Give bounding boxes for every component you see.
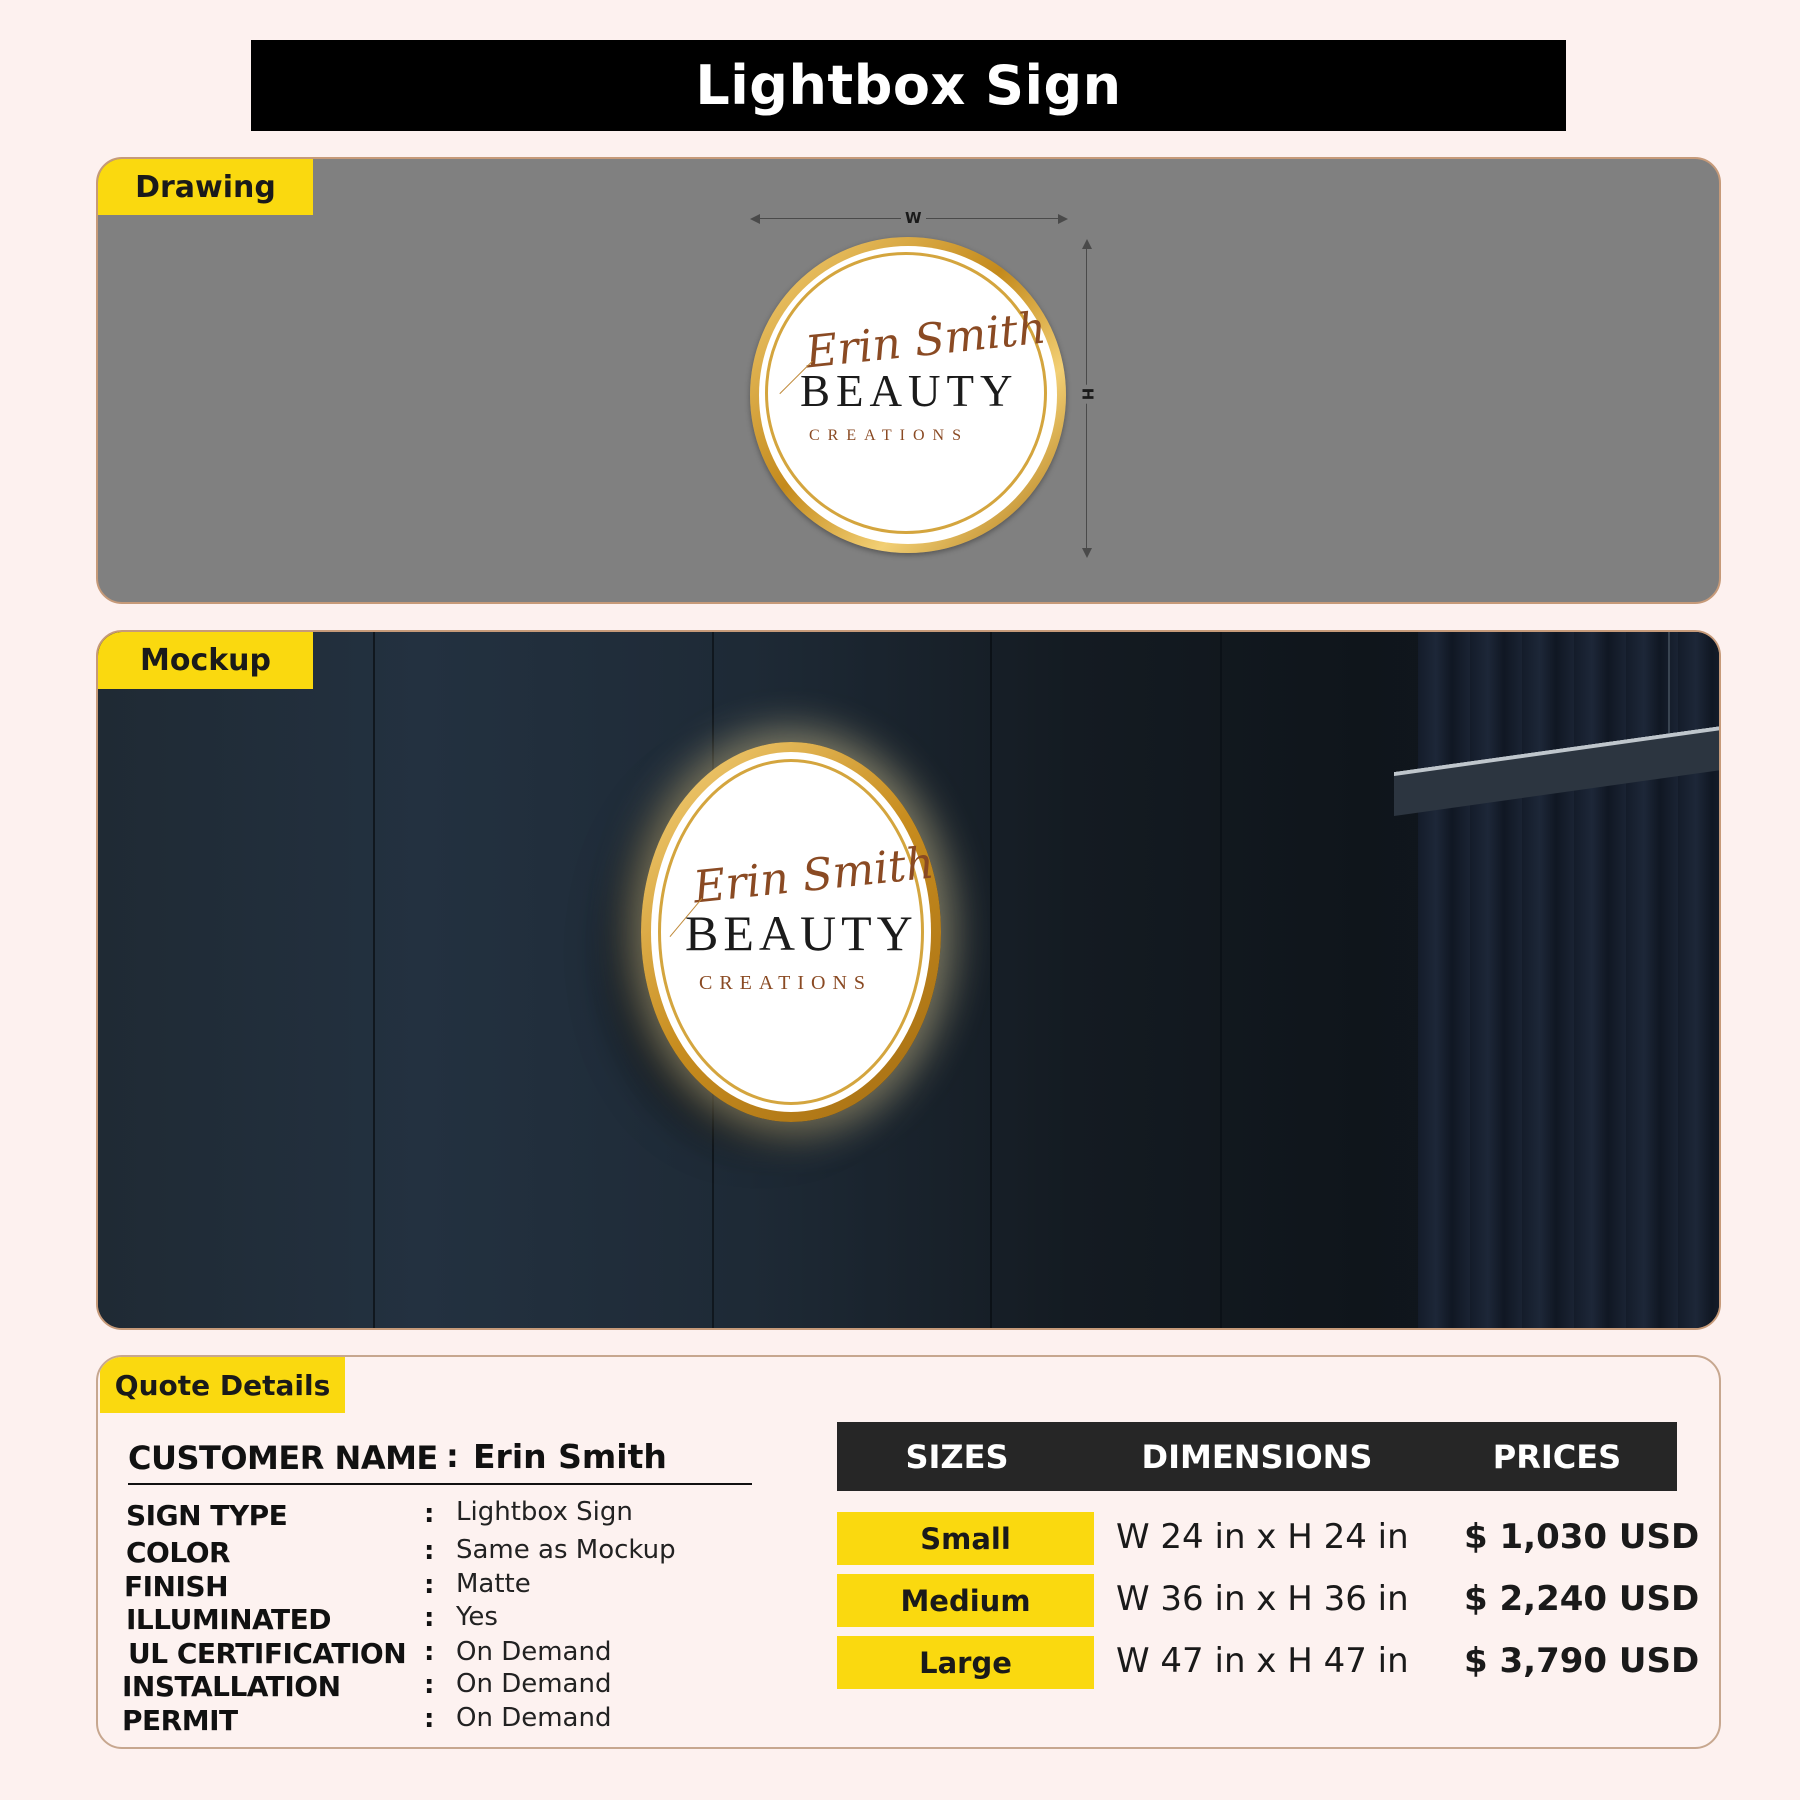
logo-sub-text: CREATIONS	[809, 427, 970, 444]
sign-mockup	[641, 742, 941, 1122]
spec-colon: :	[424, 1603, 435, 1633]
pricing-table-header	[837, 1422, 1677, 1491]
spec-label: SIGN TYPE	[126, 1499, 288, 1532]
header-dimensions: DIMENSIONS	[1141, 1437, 1373, 1476]
spec-colon: :	[424, 1637, 435, 1667]
spec-label: ILLUMINATED	[126, 1603, 332, 1636]
wall-seam	[990, 632, 992, 1328]
spec-colon: :	[424, 1670, 435, 1700]
spec-value: On Demand	[456, 1669, 612, 1699]
spec-colon: :	[424, 1570, 435, 1600]
wall-seam	[373, 632, 375, 1328]
sign-drawing	[750, 237, 1066, 553]
dimensions-cell: W 36 in x H 36 in	[1116, 1579, 1409, 1619]
spec-colon: :	[424, 1536, 435, 1566]
spec-colon: :	[424, 1704, 435, 1734]
quote-tag: Quote Details	[100, 1357, 345, 1413]
size-cell: Small	[837, 1512, 1094, 1565]
spec-label: COLOR	[126, 1536, 231, 1569]
drawing-tag: Drawing	[98, 159, 313, 215]
width-arrow-right-icon	[1058, 214, 1068, 224]
customer-name-value: Erin Smith	[473, 1437, 667, 1476]
price-cell: $ 1,030 USD	[1464, 1517, 1700, 1557]
header-sizes: SIZES	[905, 1437, 1009, 1476]
dimensions-cell: W 24 in x H 24 in	[1116, 1517, 1409, 1557]
height-label: H	[1078, 385, 1096, 404]
height-arrow-top-icon	[1082, 239, 1092, 249]
height-arrow-bottom-icon	[1082, 548, 1092, 558]
page-title-bar	[251, 40, 1566, 131]
price-cell: $ 3,790 USD	[1464, 1641, 1700, 1681]
drawing-panel	[96, 157, 1721, 604]
spec-value: On Demand	[456, 1703, 612, 1733]
wall-seam	[1220, 632, 1222, 1328]
mockup-tag: Mockup	[98, 632, 313, 689]
spec-label: INSTALLATION	[122, 1670, 341, 1703]
mockup-panel	[96, 630, 1721, 1330]
spec-label: UL CERTIFICATION	[128, 1637, 407, 1670]
spec-label: FINISH	[124, 1570, 228, 1603]
spec-value: Lightbox Sign	[456, 1497, 633, 1527]
width-arrow-left-icon	[750, 214, 760, 224]
spec-value: Matte	[456, 1569, 531, 1599]
header-prices: PRICES	[1492, 1437, 1622, 1476]
spec-value: Same as Mockup	[456, 1535, 676, 1565]
dimensions-cell: W 47 in x H 47 in	[1116, 1641, 1409, 1681]
width-label: W	[901, 209, 926, 227]
spec-colon: :	[424, 1499, 435, 1529]
customer-name-row	[128, 1433, 752, 1485]
customer-name-colon: :	[446, 1437, 459, 1475]
spec-value: Yes	[456, 1602, 498, 1632]
logo-script-text: Erin Smith	[690, 837, 937, 914]
price-cell: $ 2,240 USD	[1464, 1579, 1700, 1619]
spec-value: On Demand	[456, 1637, 612, 1667]
customer-name-label: CUSTOMER NAME	[128, 1439, 438, 1477]
logo-main-text: BEAUTY	[800, 366, 1019, 416]
logo-script-text: Erin Smith	[802, 302, 1049, 379]
page-title: Lightbox Sign	[695, 54, 1122, 117]
logo-sub-text: CREATIONS	[699, 972, 873, 994]
size-cell: Large	[837, 1636, 1094, 1689]
size-cell: Medium	[837, 1574, 1094, 1627]
spec-label: PERMIT	[122, 1704, 238, 1737]
logo-main-text: BEAUTY	[685, 905, 918, 961]
